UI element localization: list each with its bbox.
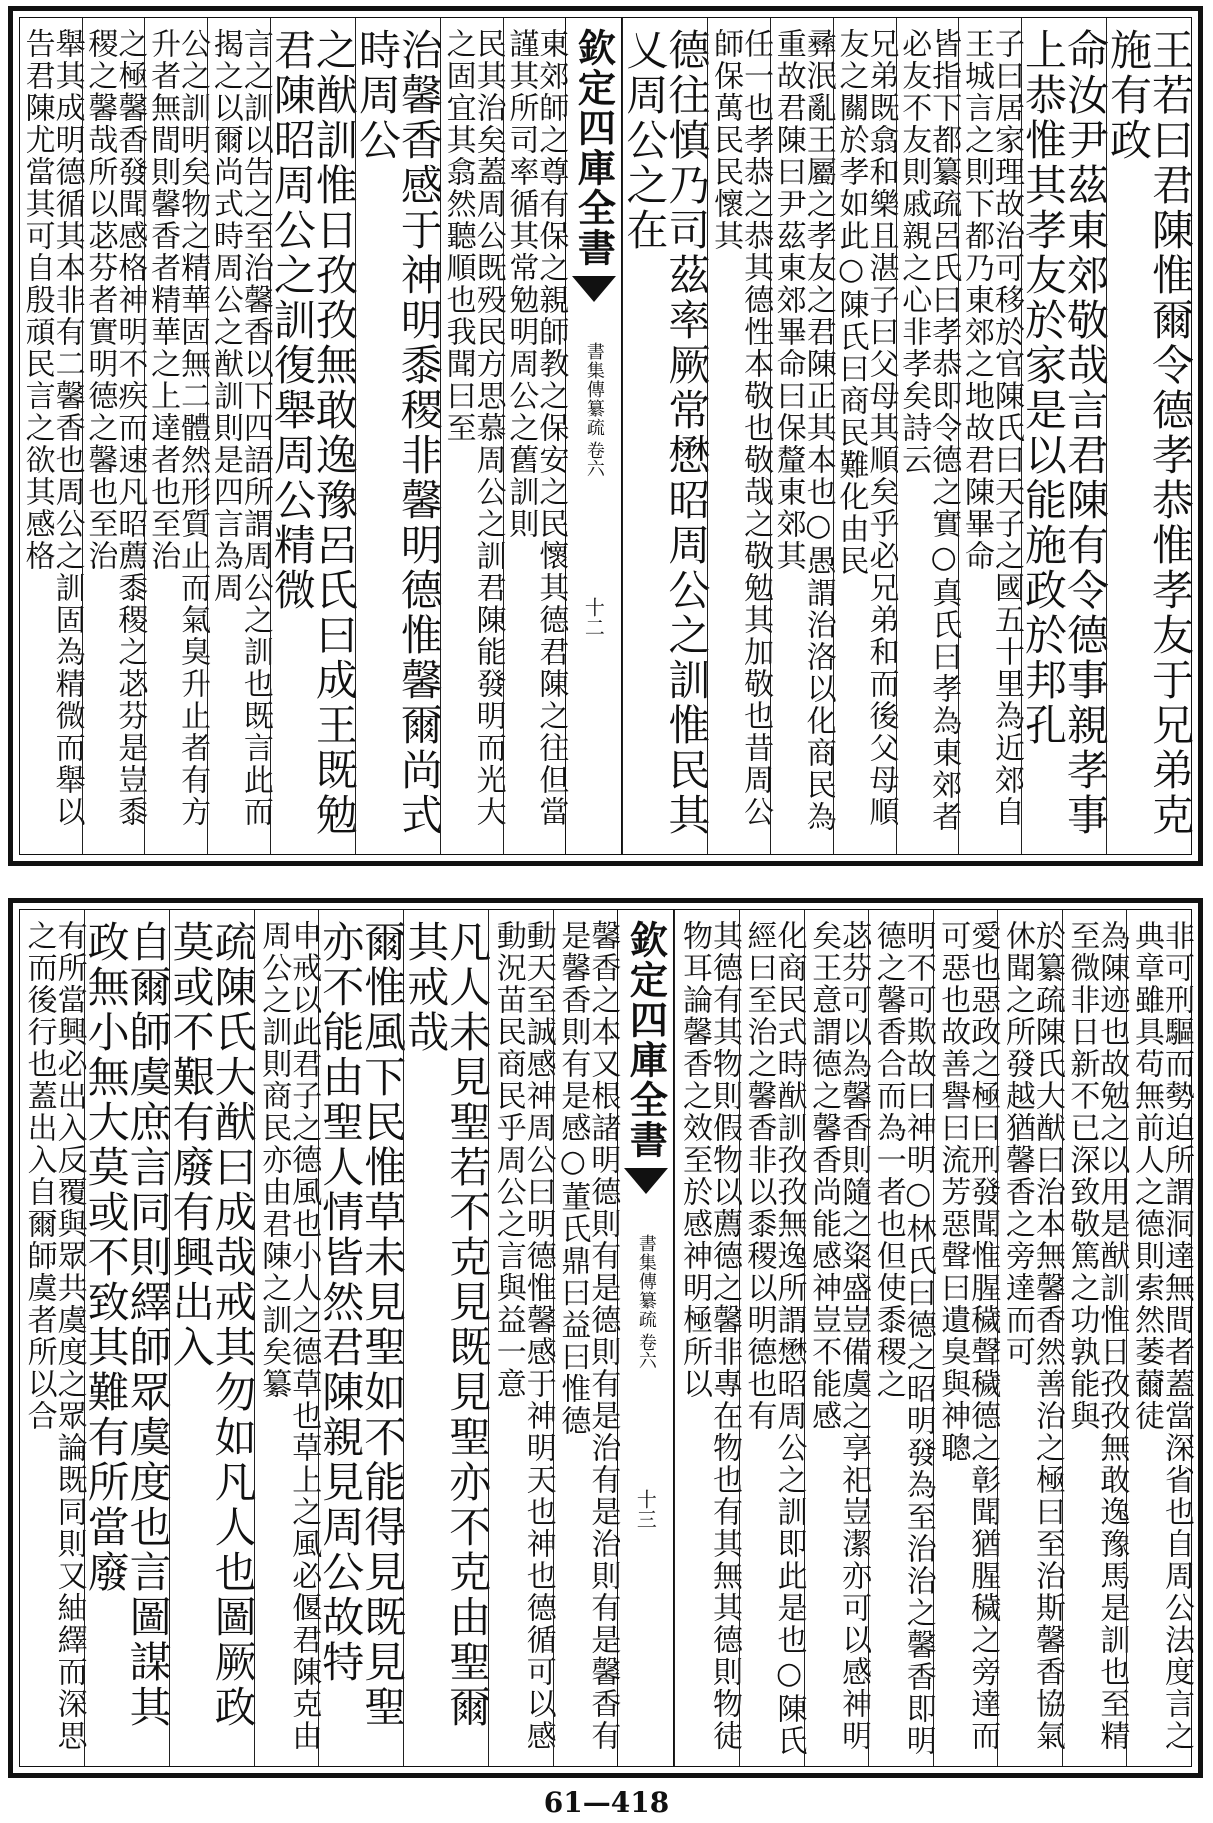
center-banner <box>617 910 674 1766</box>
text-column: 言之訓以告之至治馨香以下四語所謂周公之訓也既言此而揭之以爾尚式時周公之猷訓則是四言為周 <box>207 18 270 854</box>
banner-leaf-number: 十三 <box>633 1489 658 1529</box>
center-banner <box>565 18 622 854</box>
banner-title: 欽定四庫全書 <box>571 28 617 268</box>
text-column: 公之訓明矣物之精華固無二體然形質止而氣臭升止者有方升者無間則馨香者精華之上達者也至治 <box>144 18 207 854</box>
text-column: 於纂疏陳氏大猷曰治本無馨香然善治之極曰至治斯馨香協氣休聞之所發越猶馨香之旁達而可 <box>997 910 1062 1766</box>
text-column: 子曰居家理故治可移於官陳氏曰天子之國五十里為近郊自王城言之則下都乃東郊之地故君陳畢命 <box>958 18 1021 854</box>
text-column: 疏陳氏大猷曰成哉戒其勿如凡人也圖厥政莫或不艱有廢有興出入 <box>169 910 254 1766</box>
text-column: 其德有其物則假物以薦德之馨非專在物也有其無其德則物徒物耳論馨香之效至於感神明極所以 <box>674 910 739 1766</box>
text-column: 為陳迹也故勉之以用是猷訓惟日孜孜無敢逸豫馬是訓也至精至微非日新不已深致敬篤之功孰能與 <box>1062 910 1127 1766</box>
text-column: 凡人未見聖若不克見既見聖亦不克由聖爾其戒哉 <box>403 910 488 1766</box>
text-column: 皆指下都纂疏呂氏曰孝恭即令德之實○真氏曰孝為東郊者必友不友則戚親之心非孝矣詩云 <box>896 18 959 854</box>
text-column: 王若曰君陳惟爾令德孝恭惟孝友于兄弟克施有政 <box>1106 18 1191 854</box>
text-column: 申戒以此君子之德風也小人之德草也草上之風必偃君陳克由周公之訓則商民亦由君陳之訓矣纂 <box>254 910 319 1766</box>
text-column: 馨香之本又根諸明德則有是德則有是治有是治則有是馨香有是馨香則有是感○董氏鼎曰益曰惟德 <box>553 910 618 1766</box>
text-column: 非可刑驅而勢迫所謂洞達無間者蓋當深省也自周公法度言之典章雖具苟無前人之德則索然萎薾徒 <box>1126 910 1191 1766</box>
banner-volume: 卷六 <box>583 441 605 477</box>
text-column: 命汝尹茲東郊敬哉言君陳有令德事親孝事上恭惟其孝友於家是以能施政於邦孔 <box>1021 18 1106 854</box>
text-column: 明不可欺故曰神明○林氏曰德之昭明發為至治治之馨香即明德之馨香合而為一者也但使黍稷之 <box>868 910 933 1766</box>
text-column: 自爾師虞庶言同則繹師眾虞度也言圖謀其政無小無大莫或不致其難有所當廢 <box>84 910 169 1766</box>
bottom-page-text-area <box>19 909 1192 1767</box>
page-number: 61—418 <box>543 1786 670 1819</box>
text-column: 兄弟既翕和樂且湛子曰父母其順矣乎必兄弟和而後父母順友之關於孝如此○陳氏曰商民難化由民 <box>833 18 896 854</box>
top-page-text-area <box>19 17 1195 855</box>
text-column: 舉其成明德循其本非有二馨香也周公之訓固為精微而舉以告君陳尤當其可自殷頑民言之欲其感格 <box>19 28 85 828</box>
text-column: 彞泯亂王屬之孝友之君陳正其本也○愚謂治洛以化商民為重故君陳曰尹茲東郊畢命曰保釐東郊其 <box>770 18 833 854</box>
fish-tail-mark-icon <box>572 276 616 302</box>
banner-book-name: 書集傳纂疏 <box>583 342 605 437</box>
text-column: 有所當興必出入反覆與眾共虞度之眾論既同則又紬繹而深思之而後行也蓋出入自爾師虞者所以合 <box>21 920 87 1752</box>
text-column: 東郊師之尊有保之親師教之保安之民懷其德君陳之往但當謹其所司率循其常勉明周公之舊訓則 <box>503 18 566 854</box>
text-column: 之猷訓惟日孜孜無敢逸豫呂氏曰成王既勉君陳昭周公之訓復舉周公精微 <box>270 18 355 854</box>
top-page <box>8 6 1203 866</box>
banner-volume: 卷六 <box>635 1333 657 1369</box>
text-column: 任一也孝恭之恭其德性本敬也敬哉之敬勉其加敬也昔周公師保萬民民懷其 <box>707 18 770 854</box>
text-column: 民其治矣蓋周公既殁民方思慕周公之訓君陳能發明而光大之固宜其翕然聽順也我聞曰至 <box>440 18 503 854</box>
text-column: 之極馨香發聞感格神明不疾而速凡昭薦黍稷之苾芬是豈黍稷之馨哉所以苾芬者實明德之馨也至治 <box>82 18 145 854</box>
text-column: 苾芬可以為馨香則隨之粢盛豈備虞之享祀豈潔亦可以感神明矣王意謂德之馨香尚能感神豈不能感 <box>804 910 869 1766</box>
banner-leaf-number: 十二 <box>581 597 606 637</box>
banner-title: 欽定四庫全書 <box>623 920 669 1160</box>
text-column: 爾惟風下民惟草未見聖如不能得見既見聖亦不能由聖人情皆然君陳親見周公故特 <box>318 910 403 1766</box>
bottom-page <box>8 898 1203 1778</box>
text-column: 動天至誠感神周公曰明德惟馨感于神明天也神也德循可以感動況苗民商民乎周公之言與益一意 <box>488 910 553 1766</box>
text-column: 治馨香感于神明黍稷非馨明德惟馨爾尚式時周公 <box>355 18 440 854</box>
text-column: 愛也惡政之極曰刑發聞惟腥穢聲穢德之彰聞猶腥穢之旁達而可惡也故善譽曰流芳惡聲曰遺臭與神聰 <box>933 910 998 1766</box>
banner-book-name: 書集傳纂疏 <box>635 1234 657 1329</box>
text-column: 化商民式時猷訓孜孜無逸所謂懋昭周公之訓即此是也○陳氏經曰至治之馨香非以黍稷以明德也有 <box>739 910 804 1766</box>
text-column: 德往慎乃司茲率厥常懋昭周公之訓惟民其乂周公之在 <box>622 18 707 854</box>
fish-tail-mark-icon <box>624 1168 668 1194</box>
